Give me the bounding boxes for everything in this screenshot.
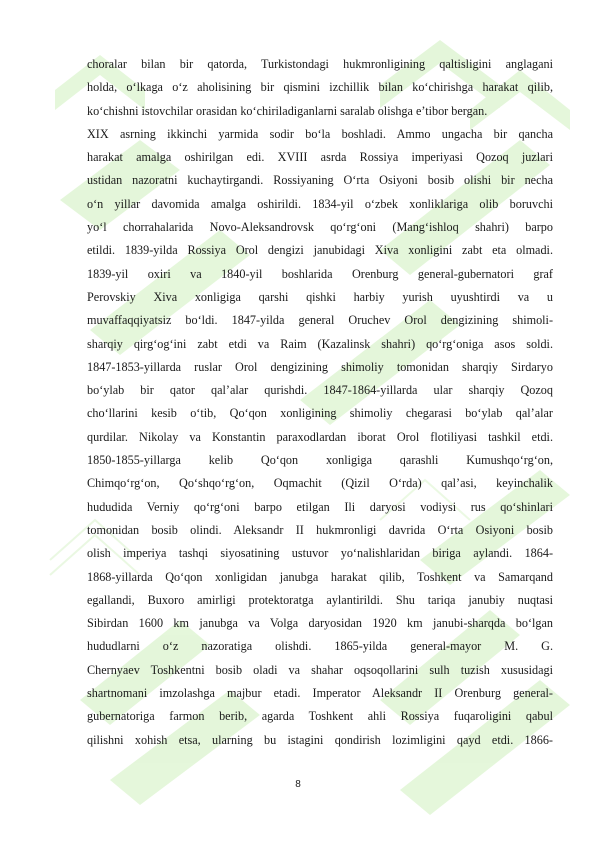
text-line: Perovskiy Xiva xonligiga qarshi qishki harbiy yurish uyushtirdi va u — [87, 289, 553, 304]
text-line: etildi. 1839-yilda Rossiya Orol dengizi janubidagi Xiva xonligini zabt eta olmadi. — [87, 243, 553, 258]
text-line: harakat amalga oshirilgan edi. XVIII asrda Rossiya imperiyasi Qozoq juzlari — [87, 150, 553, 165]
text-line: ko‘chishni istovchilar orasidan ko‘chiriladiganlarni saralab olishga e’tibor bergan. — [87, 103, 488, 118]
text-line: sharqiy qirg‘og‘ini zabt etdi va Raim (Kazalinsk shahri) qo‘rg‘oniga asos soldi. — [87, 336, 553, 351]
text-line: tomonidan bosib olindi. Aleksandr II hukmronligi davrida O‘rta Osiyoni bosib — [87, 522, 553, 537]
text-line: 1847-1853-yillarda ruslar Orol dengizining shimoliy tomonidan sharqiy Sirdaryo — [87, 359, 553, 374]
text-line: qilishni xohish etsa, ularning bu istagini qondirish lozimligini qayd etdi. 1866- — [87, 732, 553, 747]
text-line: 1839-yil oxiri va 1840-yil boshlarida Orenburg general-gubernatori graf — [87, 266, 553, 281]
text-line: bo‘ylab bir qator qal’alar qurishdi. 1847-1864-yillarda ular sharqiy Qozoq — [87, 383, 553, 398]
text-line: hududlarni o‘z nazoratiga olishdi. 1865-yilda general-mayor M. G. — [87, 639, 553, 654]
text-line: hududida Verniy qo‘rg‘oni barpo etilgan Ili daryosi vodiysi rus qo‘shinlari — [87, 499, 553, 514]
text-line: choralar bilan bir qatorda, Turkistondagi hukmronligining qaltisligini anglagani — [87, 57, 553, 71]
text-line: yo‘l chorrahalarida Novo-Aleksandrovsk qo‘rg‘oni (Mang‘ishloq shahri) barpo — [87, 220, 553, 235]
text-line: 1850-1855-yillarga kelib Qo‘qon xonligiga qarashli Kumushqo‘rg‘on, — [87, 453, 553, 468]
text-line: holda, o‘lkaga o‘z aholisining bir qismini izchillik bilan ko‘chirishga harakat qilib, — [87, 80, 553, 95]
body-text — [87, 53, 553, 752]
text-line: ustidan nazoratni kuchaytirgandi. Rossiyaning O‘rta Osiyoni bosib olishi bir necha — [87, 173, 553, 188]
text-line: gubernatoriga farmon berib, agarda Toshkent ahli Rossiya fuqaroligini qabul — [87, 709, 553, 724]
text-line: cho‘llarini kesib o‘tib, Qo‘qon xonligining shimoliy chegarasi bo‘ylab qal’alar — [87, 406, 553, 421]
text-line: Chernyaev Toshkentni bosib oladi va shahar oqsoqollarini sulh tuzish xususidagi — [87, 662, 553, 677]
text-line: o‘n yillar davomida amalga oshirildi. 1834-yil o‘zbek xonliklariga olib boruvchi — [87, 196, 553, 211]
text-line: Chimqo‘rg‘on, Qo‘shqo‘rg‘on, Oqmachit (Qizil O‘rda) qal’asi, keyinchalik — [87, 476, 553, 491]
text-line: qurdilar. Nikolay va Konstantin paraxodlardan iborat Orol flotiliyasi tashkil etdi. — [87, 429, 553, 444]
text-line: Sibirdan 1600 km janubga va Volga daryosidan 1920 km janubi-sharqda bo‘lgan — [87, 616, 553, 631]
page-number: 8 — [295, 779, 301, 790]
text-line: olish imperiya tashqi siyosatining ustuvor yo‘nalishlaridan biriga aylandi. 1864- — [87, 546, 553, 561]
text-line: muvaffaqqiyatsiz bo‘ldi. 1847-yilda general Oruchev Orol dengizining shimoli- — [87, 313, 553, 328]
text-line: XIX asrning ikkinchi yarmida sodir bo‘la boshladi. Ammo ungacha bir qancha — [87, 126, 553, 141]
text-line: 1868-yillarda Qo‘qon xonligidan janubga harakat qilib, Toshkent va Samarqand — [87, 569, 553, 584]
text-line: egallandi, Buxoro amirligi protektoratga aylantirildi. Shu tariqa janubiy nuqtasi — [87, 592, 553, 607]
text-line: shartnomani imzolashga majbur etadi. Imperator Aleksandr II Orenburg general- — [87, 686, 553, 701]
